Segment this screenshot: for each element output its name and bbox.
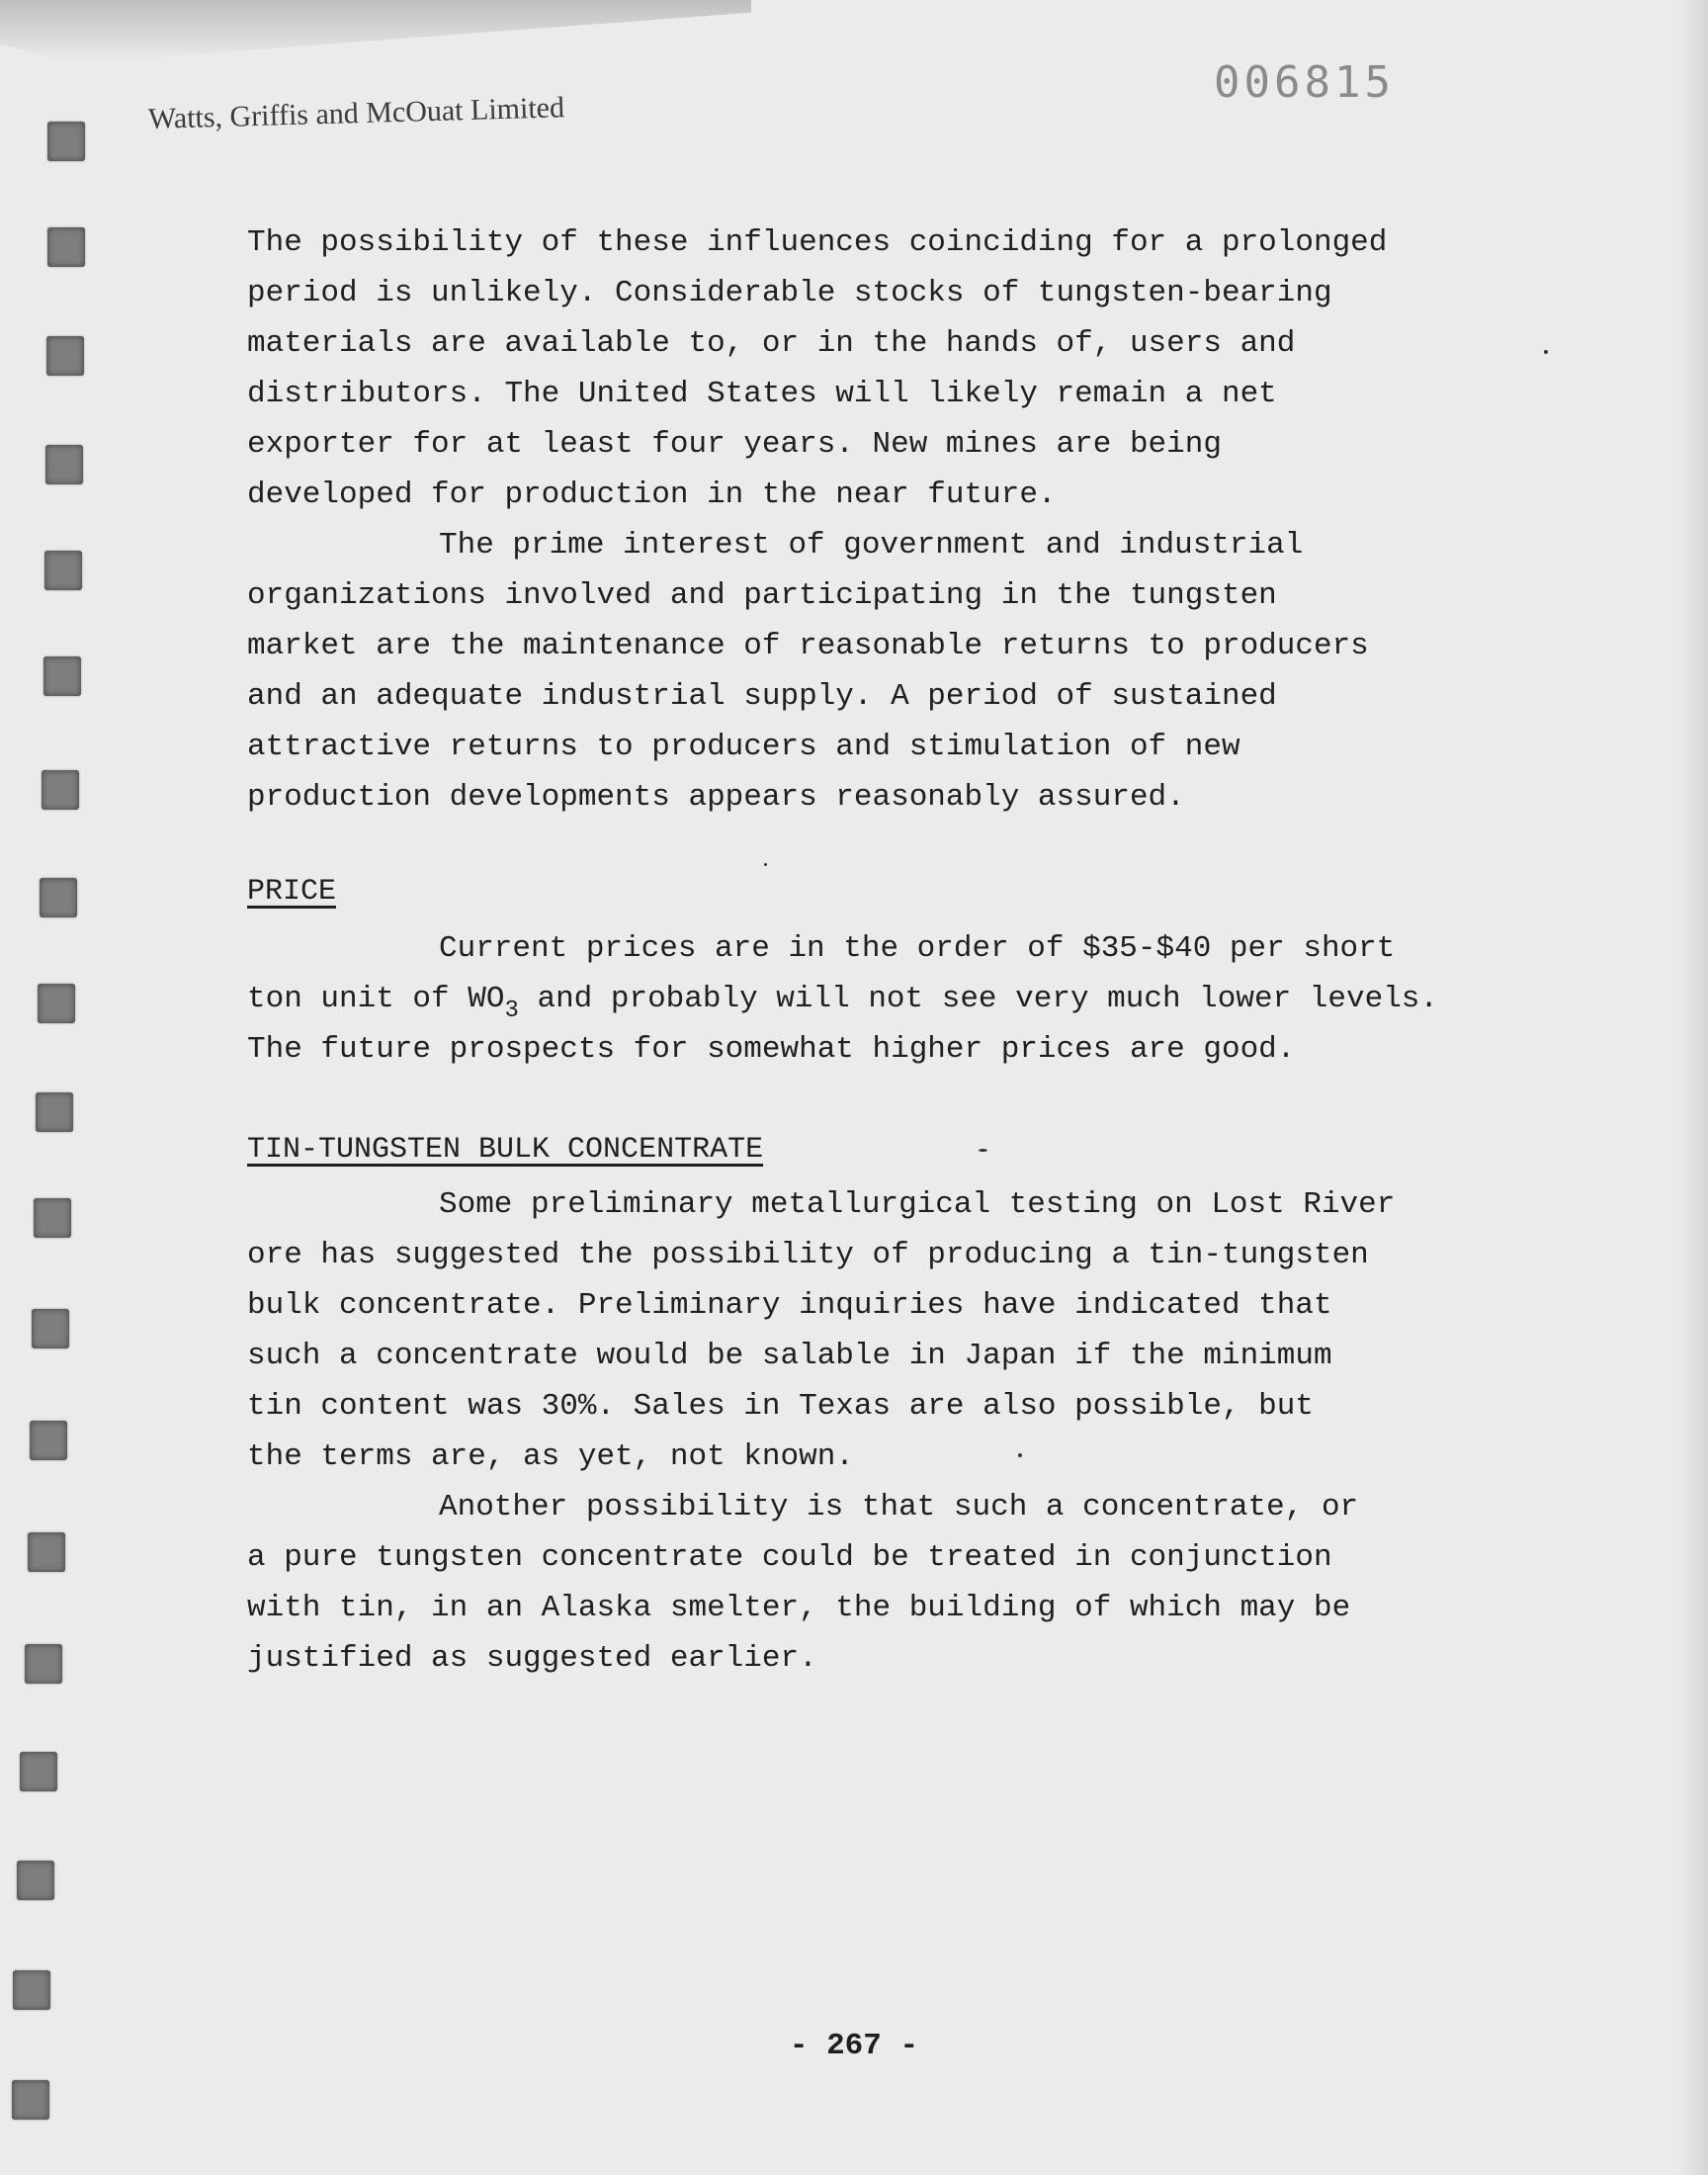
binding-hole bbox=[38, 984, 75, 1023]
document-number: 006815 bbox=[1214, 57, 1395, 108]
binding-hole bbox=[47, 122, 85, 161]
price-text bbox=[247, 923, 1532, 1075]
text-line bbox=[247, 974, 1532, 1024]
text-fragment: ton unit of WO bbox=[247, 982, 505, 1016]
section-heading-price: PRICE bbox=[247, 875, 337, 909]
text-line: ore has suggested the possibility of producing a tin-tungsten bbox=[247, 1238, 1369, 1272]
text-line: justified as suggested earlier. bbox=[247, 1641, 817, 1676]
text-line: the terms are, as yet, not known. bbox=[247, 1439, 854, 1474]
text-line: tin content was 30%. Sales in Texas are also possible, but bbox=[247, 1389, 1314, 1424]
text-line: bulk concentrate. Preliminary inquiries have indicated that bbox=[247, 1288, 1332, 1323]
text-line: and an adequate industrial supply. A period of sustained bbox=[247, 679, 1277, 714]
text-line: organizations involved and participating in the tungsten bbox=[247, 578, 1277, 613]
binding-hole bbox=[45, 445, 83, 484]
text-line: such a concentrate would be salable in Japan if the minimum bbox=[247, 1339, 1332, 1373]
scan-speck bbox=[764, 863, 767, 866]
text-fragment: and probably will not see very much lower levels. bbox=[518, 982, 1439, 1016]
intro-text bbox=[247, 218, 1532, 823]
scan-speck bbox=[979, 1149, 987, 1152]
text-line: Another possibility is that such a concentrate, or bbox=[439, 1490, 1359, 1524]
text-line: exporter for at least four years. New mines are being bbox=[247, 427, 1222, 462]
binding-hole bbox=[28, 1532, 65, 1572]
text-line: period is unlikely. Considerable stocks of tungsten-bearing bbox=[247, 276, 1332, 310]
binding-hole bbox=[32, 1309, 69, 1348]
text-line: attractive returns to producers and stimulation of new bbox=[247, 730, 1240, 764]
bulk-text bbox=[247, 1179, 1532, 1684]
scan-speck bbox=[1544, 350, 1548, 354]
text-line: The future prospects for somewhat higher prices are good. bbox=[247, 1032, 1296, 1067]
binding-hole bbox=[13, 1970, 50, 2010]
binding-hole bbox=[34, 1198, 71, 1238]
text-line: a pure tungsten concentrate could be treated in conjunction bbox=[247, 1540, 1332, 1575]
binding-hole bbox=[25, 1644, 62, 1684]
binding-hole bbox=[44, 551, 82, 590]
subscript: 3 bbox=[504, 998, 519, 1024]
text-line: materials are available to, or in the hands of, users and bbox=[247, 326, 1296, 361]
text-line: production developments appears reasonably assured. bbox=[247, 780, 1185, 815]
section-heading-bulk-concentrate: TIN-TUNGSTEN BULK CONCENTRATE bbox=[247, 1133, 764, 1167]
text-line: Some preliminary metallurgical testing on Lost River bbox=[439, 1187, 1396, 1222]
text-line: The possibility of these influences coinciding for a prolonged bbox=[247, 225, 1388, 260]
binding-hole bbox=[17, 1861, 54, 1900]
text-line: market are the maintenance of reasonable returns to producers bbox=[247, 629, 1369, 663]
binding-hole bbox=[30, 1421, 67, 1460]
scan-speck bbox=[1018, 1453, 1022, 1457]
binding-hole bbox=[20, 1752, 57, 1791]
text-line: with tin, in an Alaska smelter, the building of which may be bbox=[247, 1591, 1351, 1625]
text-line: distributors. The United States will likely remain a net bbox=[247, 377, 1277, 411]
binding-hole bbox=[40, 878, 77, 917]
binding-hole bbox=[36, 1092, 73, 1132]
binding-hole bbox=[47, 227, 85, 267]
text-line: Current prices are in the order of $35-$40 per short bbox=[439, 931, 1396, 966]
scan-shadow bbox=[0, 0, 751, 63]
binding-hole bbox=[12, 2080, 49, 2120]
text-line: The prime interest of government and industrial bbox=[439, 528, 1304, 563]
binding-hole bbox=[42, 770, 79, 810]
letterhead: Watts, Griffis and McOuat Limited bbox=[147, 91, 565, 135]
binding-hole bbox=[46, 336, 84, 376]
page-edge-shadow bbox=[1678, 0, 1708, 2175]
text-line: developed for production in the near future. bbox=[247, 478, 1057, 512]
binding-hole bbox=[43, 656, 81, 696]
page-number: - 267 - bbox=[789, 2029, 919, 2063]
